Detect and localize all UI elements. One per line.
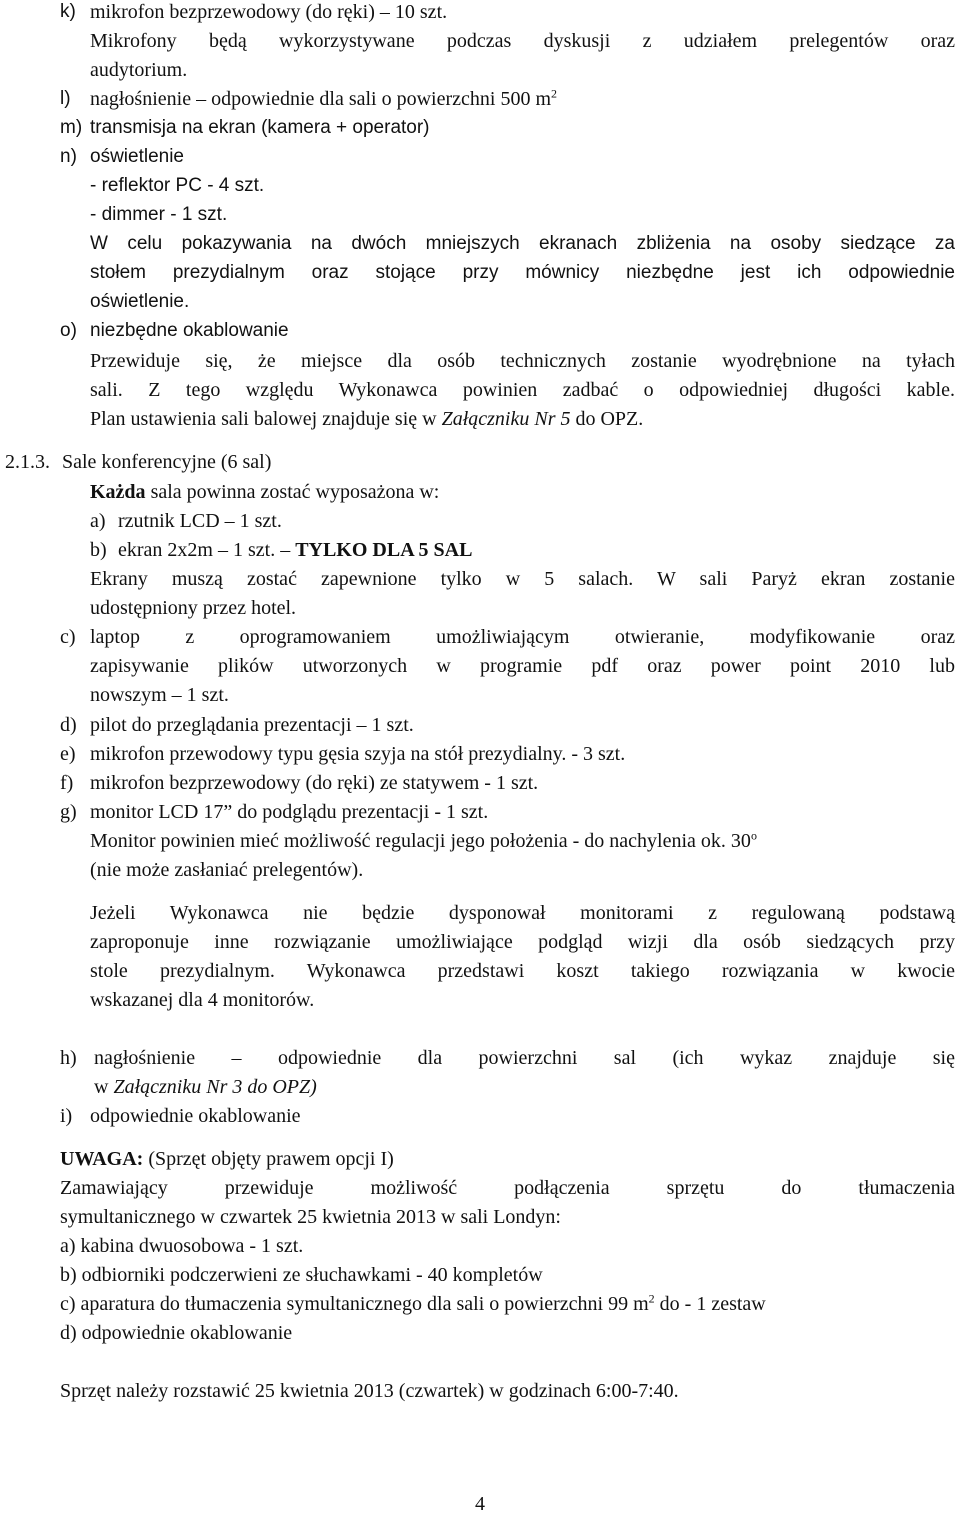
item-k-text: mikrofon bezprzewodowy (do ręki) – 10 szt. [90,1,448,23]
item-g-note-line-1: Monitor powinien mieć możliwość regulacji jego położenia - do nachylenia ok. 30$^o$ [90,828,757,852]
item-c-text-line-2: zapisywanie plików utworzonych w programie pdf oraz power point 2010 lub [90,655,955,677]
item-e-text: mikrofon przewodowy typu gęsia szyja na stół prezydialny. - 3 szt. [90,743,626,765]
note-item-d: d) odpowiednie okablowanie [60,1322,293,1344]
item-n-sub-1: - reflektor PC - 4 szt. [90,175,265,196]
item-c-text-line-1: laptop z oprogramowaniem umożliwiającym otwieranie, modyfikowanie oraz [90,626,955,648]
item-label-b: b) [90,539,107,561]
note-item-c: c) aparatura do tłumaczenia symultanicznego dla sali o powierzchni 99 $m^2$ do - 1 zestaw [60,1291,766,1315]
item-n-note-line-3: oświetlenie. [90,291,190,312]
item-label-a: a) [90,510,106,532]
item-n-sub-2: - dimmer - 1 szt. [90,204,228,225]
section-number: 2.1.3. [5,451,50,473]
note-item-a: a) kabina dwuosobowa - 1 szt. [60,1235,304,1257]
item-o-note-line-3: Plan ustawienia sali balowej znajduje się w Załączniku Nr 5 do OPZ. [90,408,644,430]
item-o-note-line-2: sali. Z tego względu Wykonawca powinien zadbać o odpowiedniej długości kable. [90,379,955,401]
item-g-paragraph-line-3: stole prezydialnym. Wykonawca przedstawi koszt takiego rozwiązania w kwocie [90,960,955,982]
item-b-text: ekran 2x2m – 1 szt. – TYLKO DLA 5 SAL [118,539,473,561]
item-h-text-line-1: nagłośnienie – odpowiednie dla powierzchni sal (ich wykaz znajduje się [94,1047,955,1069]
item-label-i: i) [60,1105,73,1127]
superscript: 2 [551,86,558,101]
item-g-note-line-2: (nie może zasłaniać prelegentów). [90,859,364,881]
superscript: o [750,828,757,843]
final-sentence: Sprzęt należy rozstawić 25 kwietnia 2013 (czwartek) w godzinach 6:00-7:40. [60,1380,679,1402]
section-intro: Każda sala powinna zostać wyposażona w: [90,481,440,503]
note-item-b: b) odbiorniki podczerwieni ze słuchawkami - 40 kompletów [60,1264,543,1286]
item-label-l: l) [60,88,71,109]
item-label-c: c) [60,626,76,648]
item-c-text-line-3: nowszym – 1 szt. [90,684,229,706]
note-heading: UWAGA: (Sprzęt objęty prawem opcji I) [60,1148,394,1170]
item-g-paragraph-line-4: wskazanej dla 4 monitorów. [90,989,315,1011]
attachment-ref: Załączniku Nr 3 do OPZ) [113,1076,317,1098]
attachment-ref: Załączniku Nr 5 [441,408,571,430]
item-k-note-line-2: audytorium. [90,59,188,81]
item-label-d: d) [60,714,77,736]
item-label-m: m) [60,117,83,138]
item-l-text: nagłośnienie – odpowiednie dla sali o powierzchni 500 $m^2$ [90,86,558,110]
item-a-text: rzutnik LCD – 1 szt. [118,510,282,532]
item-o-text: niezbędne okablowanie [90,320,289,341]
item-d-text: pilot do przeglądania prezentacji – 1 szt. [90,714,414,736]
item-n-text: oświetlenie [90,146,184,167]
item-o-note-line-1: Przewiduje się, że miejsce dla osób technicznych zostanie wyodrębnione na tyłach [90,350,955,372]
item-b-note-line-2: udostępniony przez hotel. [90,597,297,619]
item-label-n: n) [60,146,77,167]
item-b-note-line-1: Ekrany muszą zostać zapewnione tylko w 5 salach. W sali Paryż ekran zostanie [90,568,955,590]
item-n-note-line-2: stołem prezydialnym oraz stojące przy mównicy niezbędne jest ich odpowiednie [90,262,955,283]
item-m-text: transmisja na ekran (kamera + operator) [90,117,430,138]
item-label-o: o) [60,320,77,341]
item-h-text-line-2: w Załączniku Nr 3 do OPZ) [94,1076,317,1098]
note-line-2: symultanicznego w czwartek 25 kwietnia 2013 w sali Londyn: [60,1206,561,1228]
section-title: Sale konferencyjne (6 sal) [62,451,272,473]
item-label-k: k) [60,1,76,22]
item-n-note-line-1: W celu pokazywania na dwóch mniejszych ekranach zbliżenia na osoby siedzące za [90,233,955,254]
note-line-1: Zamawiający przewiduje możliwość podłączenia sprzętu do tłumaczenia [60,1177,955,1199]
item-k-note-line-1: Mikrofony będą wykorzystywane podczas dyskusji z udziałem prelegentów oraz [90,30,955,52]
item-label-e: e) [60,743,76,765]
superscript: 2 [648,1291,655,1306]
item-label-f: f) [60,772,74,794]
item-f-text: mikrofon bezprzewodowy (do ręki) ze statywem - 1 szt. [90,772,539,794]
item-label-g: g) [60,801,77,823]
page-number: 4 [475,1493,485,1515]
item-g-text: monitor LCD 17” do podglądu prezentacji - 1 szt. [90,801,489,823]
item-g-paragraph-line-1: Jeżeli Wykonawca nie będzie dysponował monitorami z regulowaną podstawą [90,902,955,924]
item-label-h: h) [60,1047,77,1069]
item-i-text: odpowiednie okablowanie [90,1105,301,1127]
item-g-paragraph-line-2: zaproponuje inne rozwiązanie umożliwiające podgląd wizji dla osób siedzących przy [90,931,955,953]
